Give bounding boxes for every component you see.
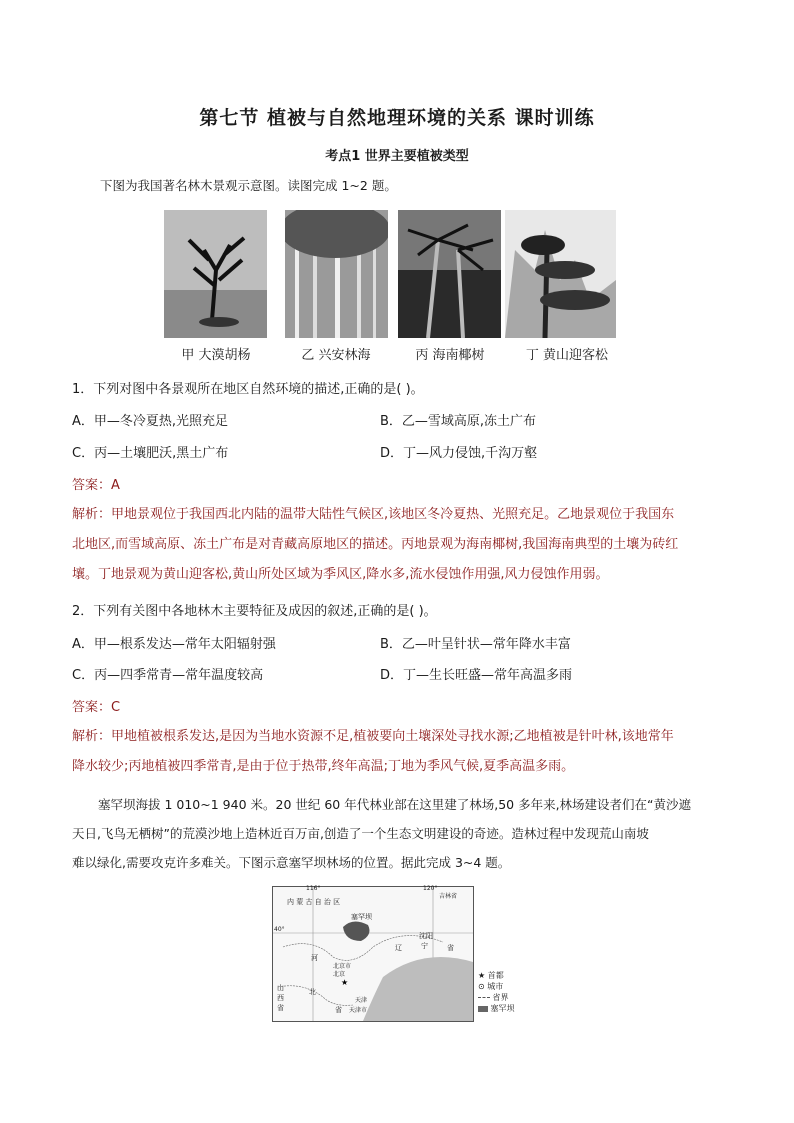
- photo-coconut: [398, 210, 501, 338]
- svg-text:★: ★: [341, 978, 349, 987]
- map-label-tianjin: 天津: [355, 997, 368, 1004]
- map-legend: [478, 970, 515, 1014]
- q1-option-c: C．丙—土壤肥沃,黑土广布: [72, 446, 229, 461]
- question-1-stem: 1．下列对图中各景观所在地区自然环境的描述,正确的是( )。: [72, 382, 424, 397]
- map-label-beijing: 北京: [333, 971, 346, 978]
- map-label-jilin: 吉林省: [439, 893, 458, 900]
- legend-capital: ★ 首都: [478, 971, 504, 980]
- q2-option-a: A．甲—根系发达—常年太阳辐射强: [72, 637, 276, 652]
- passage-line-3: 难以绿化,需要攻克许多难关。下图示意塞罕坝林场的位置。据此完成 3~4 题。: [72, 855, 511, 870]
- map-label-shanxi-2: 西: [277, 994, 284, 1002]
- caption-yi: 乙 兴安林海: [301, 348, 371, 363]
- photo-forest: [285, 210, 388, 338]
- intro-text: 下图为我国著名林木景观示意图。读图完成 1~2 题。: [100, 178, 397, 193]
- saihanba-location-map: [272, 886, 474, 1022]
- q2-option-b: B．乙—叶呈针状—常年降水丰富: [380, 637, 571, 652]
- page-title: 第七节 植被与自然地理环境的关系 课时训练: [199, 107, 595, 129]
- q2-option-c: C．丙—四季常青—常年温度较高: [72, 668, 264, 683]
- caption-bing: 丙 海南椰树: [415, 348, 485, 363]
- map-lon-116: 116°: [306, 885, 321, 892]
- map-label-he: 河: [311, 954, 318, 962]
- q1-explanation-2: 北地区,而雪域高原、冻土广布是对青藏高原地区的描述。丙地景观为海南椰树,我国海南典型的土壤为砖红: [72, 537, 679, 552]
- q2-option-d: D．丁—生长旺盛—常年高温多雨: [380, 668, 573, 683]
- legend-saihanba: 塞罕坝: [478, 1003, 515, 1014]
- map-label-shanxi-1: 山: [277, 984, 284, 992]
- map-label-shenyang: 沈阳: [419, 932, 433, 940]
- map-label-beijing-city: 北京市: [333, 963, 352, 970]
- section-subtitle: 考点1 世界主要植被类型: [325, 149, 469, 164]
- map-lat-40: 40°: [274, 926, 285, 933]
- photo-pine: [505, 210, 616, 338]
- q1-explanation-3: 壤。丁地景观为黄山迎客松,黄山所处区域为季风区,降水多,流水侵蚀作用强,风力侵蚀作用弱。: [72, 567, 609, 582]
- map-label-saihanba: 塞罕坝: [351, 913, 372, 921]
- caption-ding: 丁 黄山迎客松: [525, 348, 609, 363]
- map-label-sheng: 省: [447, 944, 454, 952]
- q1-answer: 答案：A: [72, 478, 120, 493]
- q1-option-d: D．丁—风力侵蚀,千沟万壑: [380, 446, 538, 461]
- map-label-tianjin-city: 天津市: [349, 1007, 368, 1014]
- map-label-shanxi-3: 省: [277, 1004, 284, 1012]
- q2-explanation-1: 解析：甲地植被根系发达,是因为当地水资源不足,植被要向土壤深处寻找水源;乙地植被是针叶林,该地常年: [72, 729, 674, 744]
- legend-boundary: 省界: [478, 992, 515, 1003]
- q1-option-a: A．甲—冬冷夏热,光照充足: [72, 414, 229, 429]
- passage-line-2: 天日,飞鸟无栖树”的荒漠沙地上造林近百万亩,创造了一个生态文明建设的奇迹。造林过程中发现荒山南坡: [72, 826, 649, 841]
- passage-line-1: 塞罕坝海拔 1 010~1 940 米。20 世纪 60 年代林业部在这里建了林场,50 多年来,林场建设者们在“黄沙遮: [98, 797, 692, 812]
- q1-option-b: B．乙—雪域高原,冻土广布: [380, 414, 537, 429]
- map-label-ning: 宁: [421, 942, 428, 950]
- question-2-stem: 2．下列有关图中各地林木主要特征及成因的叙述,正确的是( )。: [72, 604, 437, 619]
- map-lon-120: 120°: [423, 885, 438, 892]
- map-label-liao: 辽: [395, 944, 402, 952]
- map-label-sheng2: 省: [335, 1006, 342, 1014]
- map-label-bei: 北: [309, 988, 316, 996]
- caption-jia: 甲 大漠胡杨: [181, 348, 251, 363]
- q2-answer: 答案：C: [72, 700, 121, 715]
- photo-populus: [164, 210, 267, 338]
- legend-city: ⊙ 城市: [478, 982, 504, 991]
- q2-explanation-2: 降水较少;丙地植被四季常青,是由于位于热带,终年高温;丁地为季风气候,夏季高温多雨。: [72, 759, 575, 774]
- q1-explanation-1: 解析：甲地景观位于我国西北内陆的温带大陆性气候区,该地区冬冷夏热、光照充足。乙地景观位于我国东: [72, 507, 675, 522]
- map-label-nmg: 内 蒙 古 自 治 区: [287, 898, 341, 906]
